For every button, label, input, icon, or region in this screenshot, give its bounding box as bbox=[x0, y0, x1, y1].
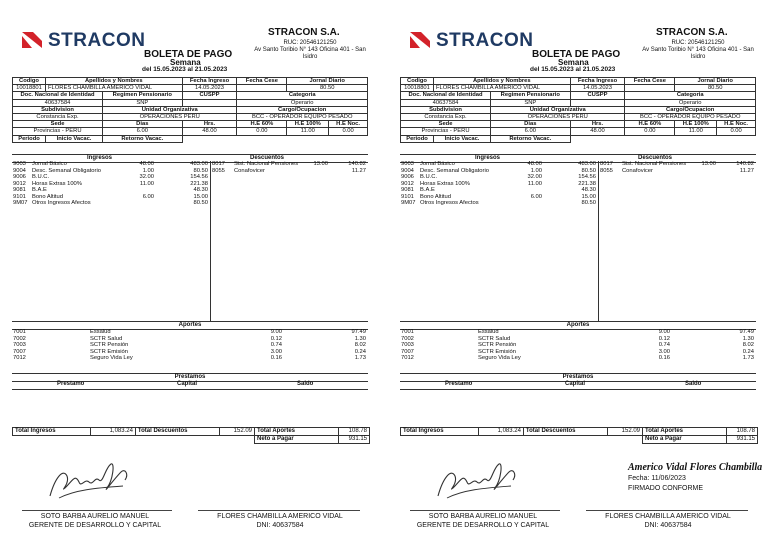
conformity-note: FIRMADO CONFORME bbox=[628, 485, 704, 492]
employer-signature-line bbox=[22, 510, 172, 511]
document-subtitle: Semana bbox=[558, 58, 589, 67]
contribution-row-qty: 3.00 bbox=[270, 348, 282, 355]
descuentos-heading: Descuentos bbox=[250, 155, 285, 161]
value-he60: 0.00 bbox=[237, 128, 287, 135]
logo-text: STRACON bbox=[48, 30, 146, 51]
earning-row-concept: B.U.C. bbox=[420, 174, 438, 180]
contribution-row bbox=[400, 355, 756, 362]
value-fecha-cese bbox=[625, 85, 675, 92]
deduction-row-code: 8055 bbox=[212, 167, 225, 174]
contribution-row-amount: 1.30 bbox=[742, 335, 754, 342]
deduction-row-amount: 11.27 bbox=[739, 167, 754, 174]
neto-label: Neto a Pagar bbox=[643, 436, 727, 444]
contribution-row-code: 7003 bbox=[13, 342, 26, 348]
label-retorno-vacac: Retorno Vacac. bbox=[103, 135, 183, 142]
employee-signature-line bbox=[586, 510, 748, 511]
deduction-row bbox=[598, 168, 756, 175]
contribution-row-code: 7001 bbox=[13, 329, 26, 335]
employee-name: FLORES CHAMBILLA AMERICO VIDAL bbox=[217, 513, 343, 520]
label-periodo: Periodo bbox=[13, 135, 46, 142]
earning-row-code: 9M07 bbox=[13, 200, 28, 206]
value-nombre: FLORES CHAMBILLA AMERICO VIDAL bbox=[434, 85, 571, 92]
earning-row-code: 9004 bbox=[401, 167, 414, 174]
capital-column: Capital bbox=[565, 381, 586, 387]
label-fecha-cese: Fecha Cese bbox=[237, 78, 287, 85]
contribution-row-code: 7007 bbox=[13, 348, 26, 355]
earning-row-qty: 32.00 bbox=[527, 174, 542, 180]
contribution-row-amount: 1.30 bbox=[354, 335, 366, 342]
label-he100: H.E 100% bbox=[675, 121, 717, 128]
contribution-row-concept: SCTR Salud bbox=[478, 335, 511, 342]
earning-row-qty: 1.00 bbox=[142, 167, 154, 174]
contribution-row-qty: 0.16 bbox=[658, 355, 670, 361]
company-address: Av Santo Toribio N° 143 Oficina 401 - San Isidro bbox=[254, 47, 366, 60]
value-fecha-ingreso: 14.05.2023 bbox=[182, 85, 237, 92]
label-regimen: Regimen Pensionario bbox=[103, 92, 183, 99]
stracon-logo bbox=[20, 28, 146, 54]
value-subdivision: Constancia Exp. bbox=[401, 114, 491, 121]
label-categoria: Categoria bbox=[625, 92, 756, 99]
pay-period: del 15.05.2023 al 21.05.2023 bbox=[530, 66, 616, 73]
earning-row-code: 9004 bbox=[13, 167, 26, 174]
contribution-row-qty: 9.00 bbox=[270, 329, 282, 335]
earning-row-concept: Jornal Básico bbox=[32, 161, 67, 167]
earning-row-concept: Jornal Básico bbox=[420, 161, 455, 167]
company-name: STRACON S.A. bbox=[656, 27, 728, 38]
prestamo-column: Prestamo bbox=[57, 381, 85, 387]
company-address: Av Santo Toribio N° 143 Oficina 401 - San Isidro bbox=[642, 47, 754, 60]
contribution-row-qty: 0.74 bbox=[270, 342, 282, 348]
sign-date: Fecha: 11/06/2023 bbox=[628, 475, 686, 482]
label-fecha-cese: Fecha Cese bbox=[625, 78, 675, 85]
value-he100: 11.00 bbox=[675, 128, 717, 135]
contribution-row-qty: 0.74 bbox=[658, 342, 670, 348]
contribution-row-amount: 1.73 bbox=[742, 355, 754, 361]
employer-name: SOTO BARBA AURELIO MANUEL bbox=[40, 513, 150, 520]
earning-row-concept: B.A.E bbox=[32, 187, 47, 193]
deduction-row-concept: Sist. Nacional Pensiones bbox=[622, 161, 687, 167]
earning-row-amount: 80.50 bbox=[193, 167, 208, 174]
label-dias: Dias bbox=[491, 121, 571, 128]
contribution-row-qty: 0.16 bbox=[270, 355, 282, 361]
earning-row-concept: Bono Altitud bbox=[420, 193, 451, 200]
total-descuentos-value: 152.09 bbox=[220, 428, 255, 436]
earning-row-code: 9101 bbox=[401, 193, 414, 200]
total-descuentos-value: 152.09 bbox=[608, 428, 643, 436]
earning-row-concept: Otros Ingresos Afectos bbox=[32, 200, 91, 206]
label-fecha-ingreso: Fecha Ingreso bbox=[182, 78, 237, 85]
employer-title: GERENTE DE DESARROLLO Y CAPITAL bbox=[28, 522, 162, 529]
earning-row-qty: 1.00 bbox=[530, 167, 542, 174]
label-retorno-vacac: Retorno Vacac. bbox=[491, 135, 571, 142]
earning-row-code: 9012 bbox=[401, 180, 414, 187]
contribution-row-concept: SCTR Pensión bbox=[90, 342, 129, 348]
earning-row-amount: 80.50 bbox=[581, 167, 596, 174]
value-cargo: BCC - OPERADOR EQUIPO PESADO bbox=[237, 114, 368, 121]
contribution-row-amount: 97.49 bbox=[351, 329, 366, 335]
label-jornal: Jornal Diario bbox=[675, 78, 756, 85]
earning-row-amount: 15.00 bbox=[581, 193, 596, 200]
contribution-row-amount: 8.02 bbox=[354, 342, 366, 348]
saldo-column: Saldo bbox=[685, 381, 702, 387]
label-regimen: Regimen Pensionario bbox=[491, 92, 571, 99]
label-unidad: Unidad Organizativa bbox=[103, 106, 237, 113]
contribution-row-amount: 0.24 bbox=[742, 348, 754, 355]
value-unidad: OPERACIONES PERU bbox=[491, 114, 625, 121]
company-ruc: RUC: 20546121250 bbox=[283, 40, 337, 46]
deduction-row-qty: 13.00 bbox=[701, 161, 716, 167]
value-dni: 40637584 bbox=[13, 99, 103, 106]
label-doc-identidad: Doc. Nacional de Identidad bbox=[401, 92, 491, 99]
label-he60: H.E 60% bbox=[237, 121, 287, 128]
value-fecha-ingreso: 14.05.2023 bbox=[570, 85, 625, 92]
employer-signature bbox=[45, 458, 135, 504]
earning-row-amount: 48.30 bbox=[581, 187, 596, 193]
earning-row-concept: Horas Extras 100% bbox=[420, 180, 470, 187]
deduction-row-concept: Conafovicer bbox=[622, 167, 653, 174]
employer-title: GERENTE DE DESARROLLO Y CAPITAL bbox=[416, 522, 550, 529]
total-descuentos-label: Total Descuentos bbox=[135, 428, 219, 436]
employee-digital-signature: Americo Vidal Flores Chambilla bbox=[628, 462, 763, 473]
label-inicio-vacac: Inicio Vacac. bbox=[46, 135, 103, 142]
earning-row-code: 9006 bbox=[13, 174, 26, 180]
deduction-row-code: 8017 bbox=[212, 161, 225, 167]
value-hnoc: 0.00 bbox=[717, 128, 756, 135]
label-hnoc: H.E Noc. bbox=[717, 121, 756, 128]
value-he60: 0.00 bbox=[625, 128, 675, 135]
label-dias: Dias bbox=[103, 121, 183, 128]
deduction-row-concept: Sist. Nacional Pensiones bbox=[234, 161, 299, 167]
value-dias: 6.00 bbox=[491, 128, 571, 135]
value-dias: 6.00 bbox=[103, 128, 183, 135]
ingresos-heading: Ingresos bbox=[475, 155, 501, 161]
neto-value: 931.15 bbox=[339, 436, 370, 444]
value-codigo: 10018801 bbox=[13, 85, 46, 92]
label-categoria: Categoria bbox=[237, 92, 368, 99]
earning-row-amount: 221.38 bbox=[578, 180, 596, 187]
deduction-row-code: 8017 bbox=[600, 161, 613, 167]
earning-row-amount: 80.50 bbox=[193, 200, 208, 206]
earning-row-concept: Bono Altitud bbox=[32, 193, 63, 200]
employee-signature-block bbox=[192, 512, 368, 530]
total-aportes-label: Total Aportes bbox=[255, 428, 339, 436]
label-inicio-vacac: Inicio Vacac. bbox=[434, 135, 491, 142]
value-categoria: Operario bbox=[625, 99, 756, 106]
contribution-row-concept: SCTR Emisión bbox=[478, 348, 517, 355]
employer-signature-block bbox=[10, 512, 180, 530]
value-cuspp bbox=[570, 99, 625, 106]
contribution-row-amount: 0.24 bbox=[354, 348, 366, 355]
value-jornal: 80.50 bbox=[675, 85, 756, 92]
label-apellidos: Apellidos y Nombres bbox=[46, 78, 183, 85]
prestamos-heading: Prestamos bbox=[12, 373, 368, 382]
loans-columns bbox=[400, 381, 756, 390]
value-hrs: 48.00 bbox=[182, 128, 237, 135]
deduction-row-amount: 140.82 bbox=[736, 161, 754, 167]
totals-table bbox=[12, 427, 370, 444]
contribution-row-qty: 9.00 bbox=[658, 329, 670, 335]
company-ruc-address bbox=[250, 40, 370, 61]
earning-row-amount: 154.56 bbox=[578, 174, 596, 180]
employee-dni: DNI: 40637584 bbox=[644, 522, 692, 529]
value-hnoc: 0.00 bbox=[329, 128, 368, 135]
contribution-row-concept: Essalud bbox=[90, 329, 111, 335]
label-cargo: Cargo/Ocupacion bbox=[625, 106, 756, 113]
earning-row-amount: 221.38 bbox=[190, 180, 208, 187]
label-fecha-ingreso: Fecha Ingreso bbox=[570, 78, 625, 85]
label-cargo: Cargo/Ocupacion bbox=[237, 106, 368, 113]
earning-row-amount: 483.00 bbox=[578, 161, 596, 167]
value-hrs: 48.00 bbox=[570, 128, 625, 135]
earning-row-code: 9012 bbox=[13, 180, 26, 187]
company-ruc: RUC: 20546121250 bbox=[671, 40, 725, 46]
contributions-list bbox=[400, 329, 756, 369]
earning-row-amount: 154.56 bbox=[190, 174, 208, 180]
totals-table bbox=[400, 427, 758, 444]
total-descuentos-label: Total Descuentos bbox=[523, 428, 607, 436]
earnings-list bbox=[12, 161, 211, 321]
contributions-list bbox=[12, 329, 368, 369]
deduction-row-concept: Conafovicer bbox=[234, 167, 265, 174]
contribution-row-amount: 8.02 bbox=[742, 342, 754, 348]
value-nombre: FLORES CHAMBILLA AMERICO VIDAL bbox=[46, 85, 183, 92]
company-name: STRACON S.A. bbox=[268, 27, 340, 38]
value-regimen: SNP bbox=[491, 99, 571, 106]
earnings-list bbox=[400, 161, 599, 321]
earning-row-code: 9003 bbox=[13, 161, 26, 167]
contribution-row-amount: 1.73 bbox=[354, 355, 366, 361]
stracon-logo-icon bbox=[20, 28, 44, 52]
earning-row-qty: 48.00 bbox=[527, 161, 542, 167]
contribution-row bbox=[12, 355, 368, 362]
earning-row-concept: Otros Ingresos Afectos bbox=[420, 200, 479, 206]
stracon-logo bbox=[408, 28, 534, 54]
deductions-list bbox=[210, 161, 368, 321]
value-jornal: 80.50 bbox=[287, 85, 368, 92]
label-subdivision: Subdivision bbox=[13, 106, 103, 113]
value-codigo: 10018801 bbox=[401, 85, 434, 92]
total-ingresos-label: Total Ingresos bbox=[401, 428, 479, 436]
employee-dni: DNI: 40637584 bbox=[256, 522, 304, 529]
document-title: BOLETA DE PAGO bbox=[144, 49, 233, 60]
label-codigo: Codigo bbox=[13, 78, 46, 85]
earning-row-concept: B.A.E bbox=[420, 187, 435, 193]
earning-row-amount: 483.00 bbox=[190, 161, 208, 167]
label-periodo: Periodo bbox=[401, 135, 434, 142]
value-cargo: BCC - OPERADOR EQUIPO PESADO bbox=[625, 114, 756, 121]
descuentos-heading: Descuentos bbox=[638, 155, 673, 161]
employee-name: FLORES CHAMBILLA AMERICO VIDAL bbox=[605, 513, 731, 520]
earning-row-code: 9081 bbox=[13, 187, 26, 193]
total-aportes-label: Total Aportes bbox=[643, 428, 727, 436]
total-ingresos-value: 1,083.24 bbox=[479, 428, 524, 436]
employer-signature-block bbox=[398, 512, 568, 530]
label-doc-identidad: Doc. Nacional de Identidad bbox=[13, 92, 103, 99]
earning-row-amount: 48.30 bbox=[193, 187, 208, 193]
label-sede: Sede bbox=[13, 121, 103, 128]
earning-row-concept: Horas Extras 100% bbox=[32, 180, 82, 187]
value-sede: Provincias - PERU bbox=[401, 128, 491, 135]
value-fecha-cese bbox=[237, 85, 287, 92]
earning-row-qty: 32.00 bbox=[139, 174, 154, 180]
ingresos-heading: Ingresos bbox=[87, 155, 113, 161]
earning-row-amount: 80.50 bbox=[581, 200, 596, 206]
prestamos-heading: Prestamos bbox=[400, 373, 756, 382]
label-he60: H.E 60% bbox=[625, 121, 675, 128]
total-ingresos-label: Total Ingresos bbox=[13, 428, 91, 436]
aportes-heading: Aportes bbox=[12, 321, 368, 330]
label-codigo: Codigo bbox=[401, 78, 434, 85]
value-categoria: Operario bbox=[237, 99, 368, 106]
employee-signature-block bbox=[580, 512, 756, 530]
company-ruc-address bbox=[638, 40, 758, 61]
deduction-row-code: 8055 bbox=[600, 167, 613, 174]
earning-row-code: 9003 bbox=[401, 161, 414, 167]
earning-row-qty: 11.00 bbox=[527, 180, 542, 187]
total-ingresos-value: 1,083.24 bbox=[91, 428, 136, 436]
contribution-row-concept: SCTR Emisión bbox=[90, 348, 129, 355]
employer-name: SOTO BARBA AURELIO MANUEL bbox=[428, 513, 538, 520]
capital-column: Capital bbox=[177, 381, 198, 387]
contribution-row-qty: 0.12 bbox=[270, 335, 282, 342]
contribution-row-code: 7012 bbox=[401, 355, 414, 361]
label-subdivision: Subdivision bbox=[401, 106, 491, 113]
deduction-row-amount: 11.27 bbox=[351, 167, 366, 174]
neto-label: Neto a Pagar bbox=[255, 436, 339, 444]
earning-row-qty: 48.00 bbox=[139, 161, 154, 167]
label-jornal: Jornal Diario bbox=[287, 78, 368, 85]
label-he100: H.E 100% bbox=[287, 121, 329, 128]
employee-info-table bbox=[400, 77, 756, 143]
total-aportes-value: 108.78 bbox=[339, 428, 370, 436]
contribution-row-code: 7001 bbox=[401, 329, 414, 335]
contribution-row-concept: SCTR Salud bbox=[90, 335, 123, 342]
employee-info-table bbox=[12, 77, 368, 143]
earning-row-concept: Desc. Semanal Obligatorio bbox=[420, 167, 489, 174]
earning-row-qty: 11.00 bbox=[139, 180, 154, 187]
pay-period: del 15.05.2023 al 21.05.2023 bbox=[142, 66, 228, 73]
deduction-row bbox=[210, 168, 368, 175]
earning-row-code: 9M07 bbox=[401, 200, 416, 206]
value-unidad: OPERACIONES PERU bbox=[103, 114, 237, 121]
neto-value: 931.15 bbox=[727, 436, 758, 444]
value-sede: Provincias - PERU bbox=[13, 128, 103, 135]
aportes-heading: Aportes bbox=[400, 321, 756, 330]
earning-row-amount: 15.00 bbox=[193, 193, 208, 200]
label-sede: Sede bbox=[401, 121, 491, 128]
label-unidad: Unidad Organizativa bbox=[491, 106, 625, 113]
value-he100: 11.00 bbox=[287, 128, 329, 135]
earning-row bbox=[400, 200, 598, 207]
contribution-row-code: 7007 bbox=[401, 348, 414, 355]
deductions-list bbox=[598, 161, 756, 321]
contribution-row-amount: 97.49 bbox=[739, 329, 754, 335]
contribution-row-code: 7012 bbox=[13, 355, 26, 361]
stracon-logo-icon bbox=[408, 28, 432, 52]
deduction-row-qty: 13.00 bbox=[313, 161, 328, 167]
value-subdivision: Constancia Exp. bbox=[13, 114, 103, 121]
earning-row-concept: B.U.C. bbox=[32, 174, 50, 180]
employee-signature-line bbox=[198, 510, 360, 511]
prestamo-column: Prestamo bbox=[445, 381, 473, 387]
value-regimen: SNP bbox=[103, 99, 183, 106]
logo-text: STRACON bbox=[436, 30, 534, 51]
document-title: BOLETA DE PAGO bbox=[532, 49, 621, 60]
contribution-row-code: 7002 bbox=[13, 335, 26, 342]
value-cuspp bbox=[182, 99, 237, 106]
document-subtitle: Semana bbox=[170, 58, 201, 67]
label-hrs: Hrs. bbox=[570, 121, 625, 128]
employer-signature bbox=[433, 458, 523, 504]
earning-row-qty: 6.00 bbox=[530, 193, 542, 200]
earning-row-qty: 6.00 bbox=[142, 193, 154, 200]
loans-columns bbox=[12, 381, 368, 390]
payslip-employer-copy bbox=[10, 0, 370, 543]
contribution-row-concept: Seguro Vida Ley bbox=[90, 355, 133, 361]
earning-row bbox=[12, 200, 210, 207]
contribution-row-qty: 0.12 bbox=[658, 335, 670, 342]
contribution-row-concept: Seguro Vida Ley bbox=[478, 355, 521, 361]
contribution-row-qty: 3.00 bbox=[658, 348, 670, 355]
contribution-row-concept: Essalud bbox=[478, 329, 499, 335]
saldo-column: Saldo bbox=[297, 381, 314, 387]
contribution-row-code: 7003 bbox=[401, 342, 414, 348]
label-cuspp: CUSPP bbox=[570, 92, 625, 99]
label-cuspp: CUSPP bbox=[182, 92, 237, 99]
earning-row-code: 9101 bbox=[13, 193, 26, 200]
label-hnoc: H.E Noc. bbox=[329, 121, 368, 128]
value-dni: 40637584 bbox=[401, 99, 491, 106]
earning-row-code: 9006 bbox=[401, 174, 414, 180]
label-hrs: Hrs. bbox=[182, 121, 237, 128]
contribution-row-concept: SCTR Pensión bbox=[478, 342, 517, 348]
payslip-employee-copy bbox=[398, 0, 763, 543]
total-aportes-value: 108.78 bbox=[727, 428, 758, 436]
deduction-row-amount: 140.82 bbox=[348, 161, 366, 167]
employer-signature-line bbox=[410, 510, 560, 511]
earning-row-concept: Desc. Semanal Obligatorio bbox=[32, 167, 101, 174]
label-apellidos: Apellidos y Nombres bbox=[434, 78, 571, 85]
earning-row-code: 9081 bbox=[401, 187, 414, 193]
contribution-row-code: 7002 bbox=[401, 335, 414, 342]
